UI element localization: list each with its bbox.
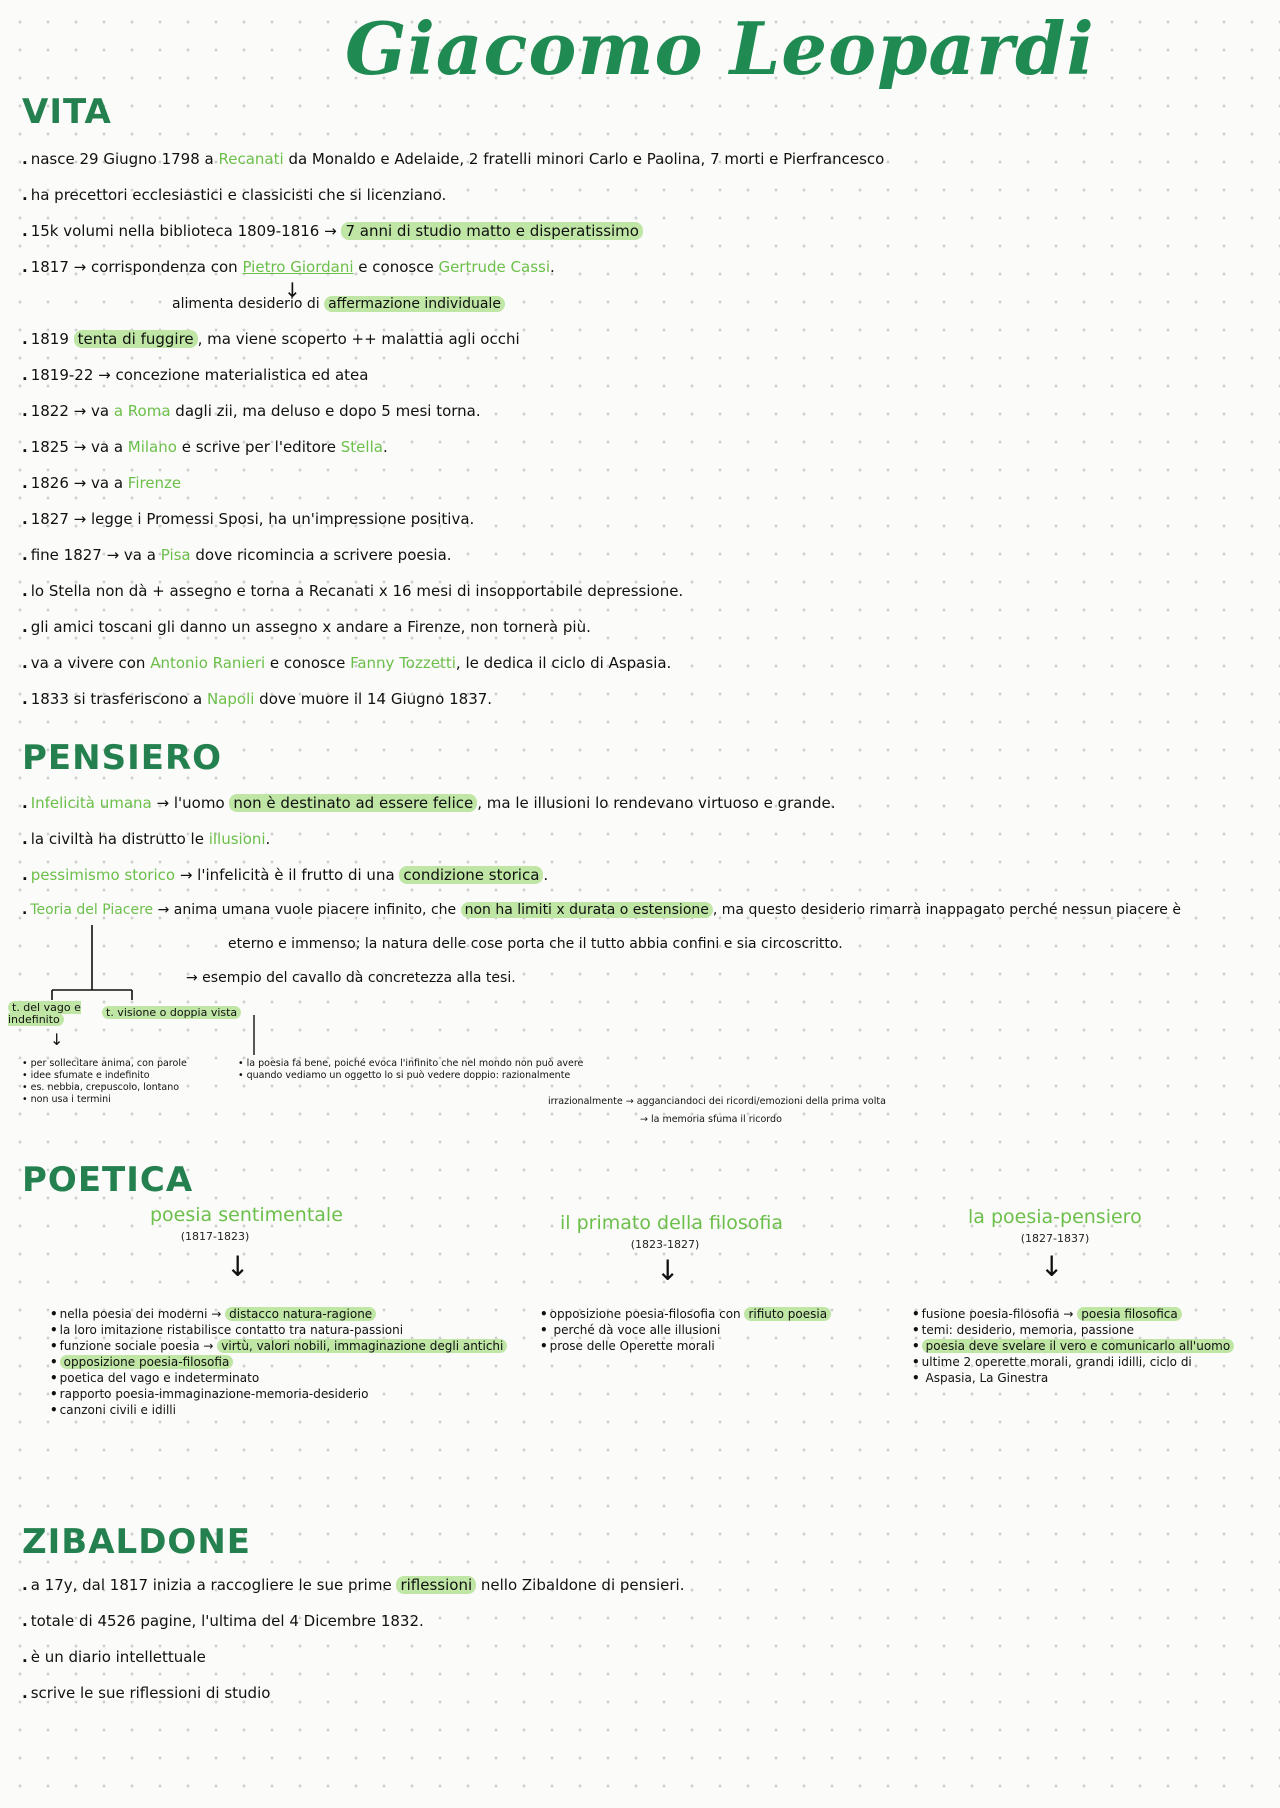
zibaldone-line-3: . è un diario intellettuale [22,1648,206,1666]
vita-line-8: . 1825 → va a Milano e scrive per l'editore Stella. [22,438,388,456]
branch-visione-items [238,1058,583,1082]
poetica-col-3-item: • fusione poesia-filosofia → poesia filosofica [912,1306,1234,1322]
down-arrow-icon: ↓ [284,278,301,302]
vita-line-11: . fine 1827 → va a Pisa dove ricomincia a scrivere poesia. [22,546,452,564]
poetica-col-1-item: • opposizione poesia-filosofia [50,1354,507,1370]
branch-vago-item: • non usa i termini [22,1094,111,1105]
branch-vago-items [22,1058,187,1106]
pensiero-line-1: . Infelicità umana → l'uomo non è destinato ad essere felice , ma le illusioni lo rendevano virtuoso e grande. [22,794,836,812]
poetica-col-2-item: • opposizione poesia-filosofia con rifiuto poesia [540,1306,831,1322]
poetica-col-1-years: (1817-1823) [180,1230,250,1243]
branch-visione-extra-2: → la memoria sfuma il ricordo [640,1114,782,1125]
poetica-col-3-item: • Aspasia, La Ginestra [912,1370,1234,1386]
branch-vago-item: • idee sfumate e indefinito [22,1070,150,1081]
pensiero-line-2: . la civiltà ha distrutto le illusioni. [22,830,271,848]
vita-line-7: . 1822 → va a Roma dagli zii, ma deluso e dopo 5 mesi torna. [22,402,481,420]
vita-line-14: . va a vivere con Antonio Ranieri e conosce Fanny Tozzetti, le dedica il ciclo di Aspasia. [22,654,672,672]
zibaldone-line-2: . totale di 4526 pagine, l'ultima del 4 Dicembre 1832. [22,1612,424,1630]
poetica-col-1-item: • rapporto poesia-immaginazione-memoria-desiderio [50,1386,507,1402]
vita-line-15: . 1833 si trasferiscono a Napoli dove muore il 14 Giugno 1837. [22,690,493,708]
vita-line-5: . 1819 tenta di fuggire , ma viene scoperto ++ malattia agli occhi [22,330,520,348]
pensiero-line-4-cont: eterno e immenso; la natura delle cose porta che il tutto abbia confini e sia circoscritto. [228,936,843,952]
poetica-col-1-item: • la loro imitazione ristabilisce contatto tra natura-passioni [50,1322,507,1338]
poetica-col-2-item: • perché dà voce alle illusioni [540,1322,831,1338]
vita-sub-note: alimenta desiderio di affermazione individuale [172,296,505,312]
zibaldone-line-1: . a 17y, dal 1817 inizia a raccogliere le sue prime riflessioni nello Zibaldone di pensieri. [22,1576,685,1594]
vita-line-10: . 1827 → legge i Promessi Sposi, ha un'impressione positiva. [22,510,475,528]
branch-vago-title: t. del vago e indefinito [8,1001,81,1026]
poetica-col-1-item: • poetica del vago e indeterminato [50,1370,507,1386]
zibaldone-line-4: . scrive le sue riflessioni di studio [22,1684,271,1702]
down-arrow-icon: ↓ [656,1254,680,1287]
poetica-col-3-title: la poesia-pensiero [968,1206,1142,1228]
section-heading-poetica: POETICA [22,1160,194,1200]
down-arrow-icon: ↓ [1040,1250,1064,1283]
poetica-col-1-title: poesia sentimentale [150,1204,343,1226]
section-heading-vita: VITA [22,92,112,132]
vita-line-4: . 1817 → corrispondenza con Pietro Giordani e conosce Gertrude Cassi. [22,258,555,276]
poetica-col-3-list [912,1306,1234,1386]
branch-vago-item: • es. nebbia, crepuscolo, lontano [22,1082,180,1093]
down-arrow-icon: ↓ [226,1250,250,1283]
poetica-col-3-item: • ultime 2 operette morali, grandi idilli, ciclo di [912,1354,1234,1370]
branch-visione-title: t. visione o doppia vista [102,1006,241,1019]
poetica-col-1-item: • funzione sociale poesia → virtù, valori nobili, immaginazione degli antichi [50,1338,507,1354]
poetica-col-3-item: • temi: desiderio, memoria, passione [912,1322,1234,1338]
branch-visione-item: • la poesia fa bene, poiché evoca l'infinito che nel mondo non può avere [238,1058,584,1069]
section-heading-pensiero: PENSIERO [22,738,223,778]
poetica-col-1-item: • nella poesia dei moderni → distacco natura-ragione [50,1306,507,1322]
poetica-col-3-years: (1827-1837) [1020,1232,1090,1245]
poetica-col-2-years: (1823-1827) [630,1238,700,1251]
poetica-col-1-item: • canzoni civili e idilli [50,1402,507,1418]
vita-line-13: . gli amici toscani gli danno un assegno x andare a Firenze, non tornerà più. [22,618,591,636]
vita-line-3: . 15k volumi nella biblioteca 1809-1816 → 7 anni di studio matto e disperatissimo [22,222,643,240]
poetica-col-2-title: il primato della filosofia [560,1212,784,1234]
branch-visione-item: • quando vediamo un oggetto lo si può vedere doppio: razionalmente [238,1070,571,1081]
branch-vago-item: • per sollecitare anima, con parole [22,1058,187,1069]
poetica-col-1-list [50,1306,507,1418]
branch-visione-extra-1: irrazionalmente → agganciandoci dei ricordi/emozioni della prima volta [548,1096,886,1107]
vita-line-9: . 1826 → va a Firenze [22,474,182,492]
vita-line-12: . lo Stella non dà + assegno e torna a Recanati x 16 mesi di insopportabile depressione. [22,582,684,600]
pensiero-example: → esempio del cavallo dà concretezza alla tesi. [186,970,516,986]
vita-line-1: . nasce 29 Giugno 1798 a Recanati da Monaldo e Adelaide, 2 fratelli minori Carlo e Paolina, 7 morti e Pierfrancesco [22,150,885,168]
section-heading-zibaldone: ZIBALDONE [22,1522,252,1562]
down-arrow-icon: ↓ [50,1030,64,1049]
vita-line-6: . 1819-22 → concezione materialistica ed atea [22,366,369,384]
pensiero-line-4: . Teoria del Piacere → anima umana vuole piacere infinito, che non ha limiti x durata o estensione , ma questo desiderio rimarrà inappagato perché nessun piacere è [22,902,1181,918]
poetica-col-2-item: • prose delle Operette morali [540,1338,831,1354]
poetica-col-2-list [540,1306,831,1354]
page-title: Giacomo Leopardi [345,6,1095,91]
poetica-col-3-item: • poesia deve svelare il vero e comunicarlo all'uomo [912,1338,1234,1354]
vita-line-2: . ha precettori ecclesiastici e classicisti che si licenziano. [22,186,447,204]
pensiero-line-3: . pessimismo storico → l'infelicità è il frutto di una condizione storica . [22,866,549,884]
